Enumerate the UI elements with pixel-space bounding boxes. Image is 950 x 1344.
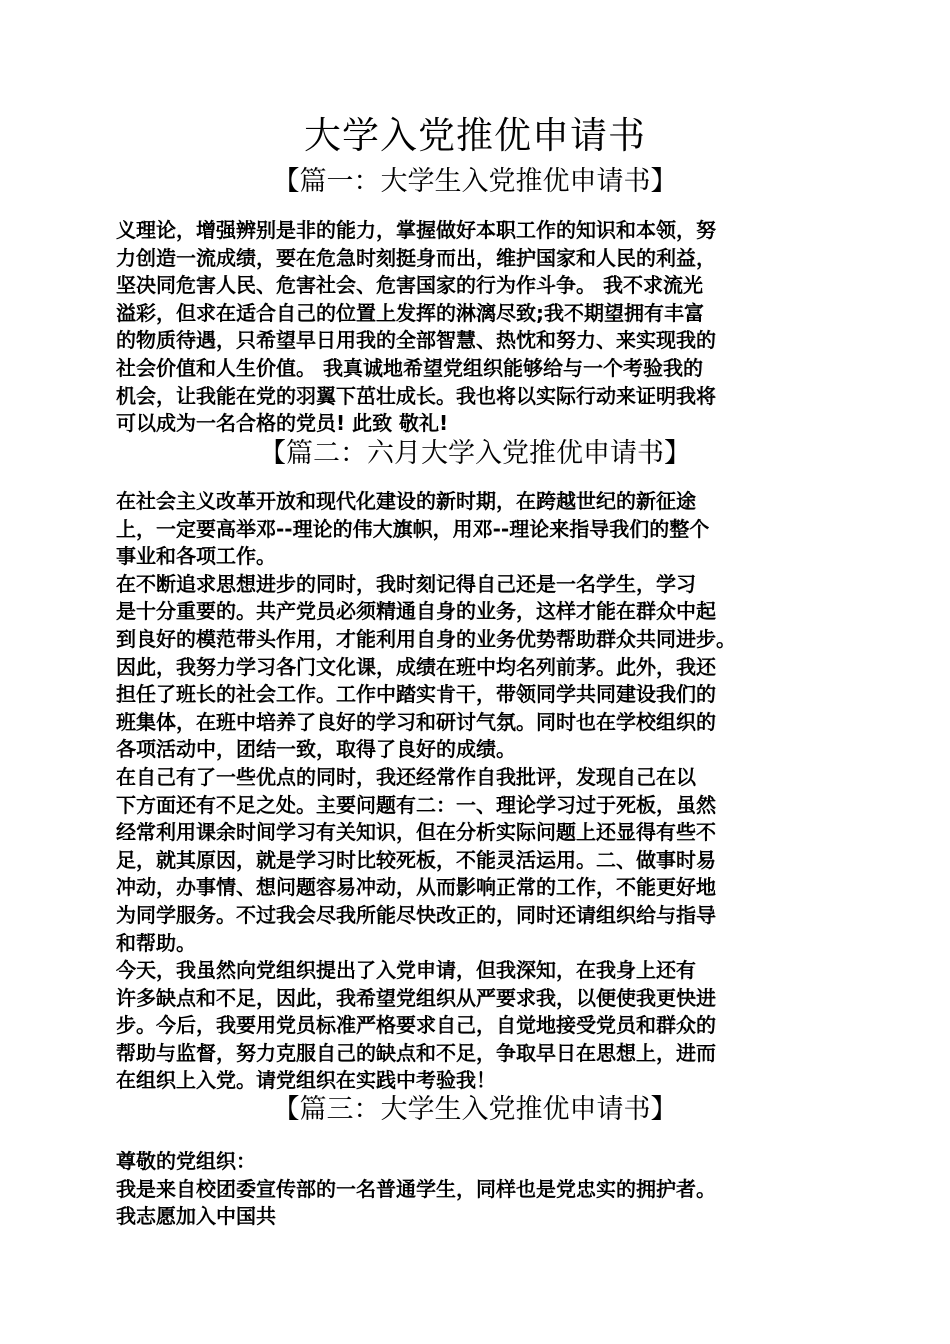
text-line: 是十分重要的。共产党员必须精通自身的业务，这样才能在群众中起 bbox=[116, 599, 716, 624]
text-line: 班集体，在班中培养了良好的学习和研讨气氛。同时也在学校组织的 bbox=[116, 709, 716, 734]
text-line: 溢彩，但求在适合自己的位置上发挥的淋漓尽致;我不期望拥有丰富 bbox=[116, 300, 704, 325]
text-line: 冲动，办事情、想问题容易冲动，从而影响正常的工作，不能更好地 bbox=[116, 875, 716, 900]
text-line: 在不断追求思想进步的同时，我时刻记得自己还是一名学生，学习 bbox=[116, 571, 696, 596]
text-line: 力创造一流成绩，要在危急时刻挺身而出，维护国家和人民的利益， bbox=[116, 245, 716, 270]
text-line: 经常利用课余时间学习有关知识，但在分析实际问题上还显得有些不 bbox=[116, 820, 716, 845]
text-line: 坚决同危害人民、危害社会、危害国家的行为作斗争。 我不求流光 bbox=[116, 273, 703, 298]
section-3-body bbox=[116, 1148, 836, 1231]
text-line: 机会，让我能在党的羽翼下茁壮成长。我也将以实际行动来证明我将 bbox=[116, 383, 716, 408]
text-line: 帮助与监督，努力克服自己的缺点和不足，争取早日在思想上，进而 bbox=[116, 1040, 716, 1065]
text-line: 的物质待遇，只希望早日用我的全部智慧、热忱和努力、来实现我的 bbox=[116, 328, 716, 353]
text-line: 义理论，增强辨别是非的能力，掌握做好本职工作的知识和本领，努 bbox=[116, 218, 716, 242]
text-line: 尊敬的党组织： bbox=[116, 1149, 256, 1173]
text-line: 事业和各项工作。 bbox=[116, 544, 276, 569]
text-line: 各项活动中，团结一致，取得了良好的成绩。 bbox=[116, 737, 516, 762]
text-line: 在自己有了一些优点的同时，我还经常作自我批评，发现自己在以 bbox=[116, 764, 696, 789]
text-line: 上，一定要高举邓--理论的伟大旗帜，用邓--理论来指导我们的整个 bbox=[116, 516, 710, 541]
section-3-heading: 【篇三：大学生入党推优申请书】 bbox=[272, 1094, 678, 1125]
text-line: 我是来自校团委宣传部的一名普通学生，同样也是党忠实的拥护者。 bbox=[116, 1176, 716, 1201]
text-line: 担任了班长的社会工作。工作中踏实肯干，带领同学共同建设我们的 bbox=[116, 682, 716, 707]
text-line: 在社会主义改革开放和现代化建设的新时期，在跨越世纪的新征途 bbox=[116, 489, 696, 513]
text-line: 为同学服务。不过我会尽我所能尽快改正的，同时还请组织给与指导 bbox=[116, 902, 716, 927]
text-line: 到良好的模范带头作用，才能利用自身的业务优势帮助群众共同进步。 bbox=[116, 626, 736, 651]
text-line: 足，就其原因，就是学习时比较死板，不能灵活运用。二、做事时易 bbox=[116, 847, 716, 872]
text-line: 今天，我虽然向党组织提出了入党申请，但我深知，在我身上还有 bbox=[116, 958, 696, 983]
text-line: 在组织上入党。请党组织在实践中考验我！ bbox=[116, 1068, 496, 1093]
text-line: 可以成为一名合格的党员! 此致 敬礼! bbox=[116, 411, 449, 436]
section-1-body bbox=[116, 217, 836, 438]
section-2-heading: 【篇二：六月大学入党推优申请书】 bbox=[259, 438, 691, 469]
text-line: 下方面还有不足之处。主要问题有二：一、理论学习过于死板，虽然 bbox=[116, 792, 716, 817]
section-2-body bbox=[116, 488, 836, 1095]
section-1-heading: 【篇一：大学生入党推优申请书】 bbox=[272, 166, 678, 197]
text-line: 步。今后，我要用党员标准严格要求自己，自觉地接受党员和群众的 bbox=[116, 1013, 716, 1038]
text-line: 社会价值和人生价值。 我真诚地希望党组织能够给与一个考验我的 bbox=[116, 355, 703, 380]
text-line: 我志愿加入中国共 bbox=[116, 1204, 276, 1229]
document-title: 大学入党推优申请书 bbox=[304, 114, 646, 157]
text-line: 和帮助。 bbox=[116, 930, 196, 955]
text-line: 许多缺点和不足，因此，我希望党组织从严要求我，以便使我更快进 bbox=[116, 985, 716, 1010]
text-line: 因此，我努力学习各门文化课，成绩在班中均名列前茅。此外，我还 bbox=[116, 654, 716, 679]
